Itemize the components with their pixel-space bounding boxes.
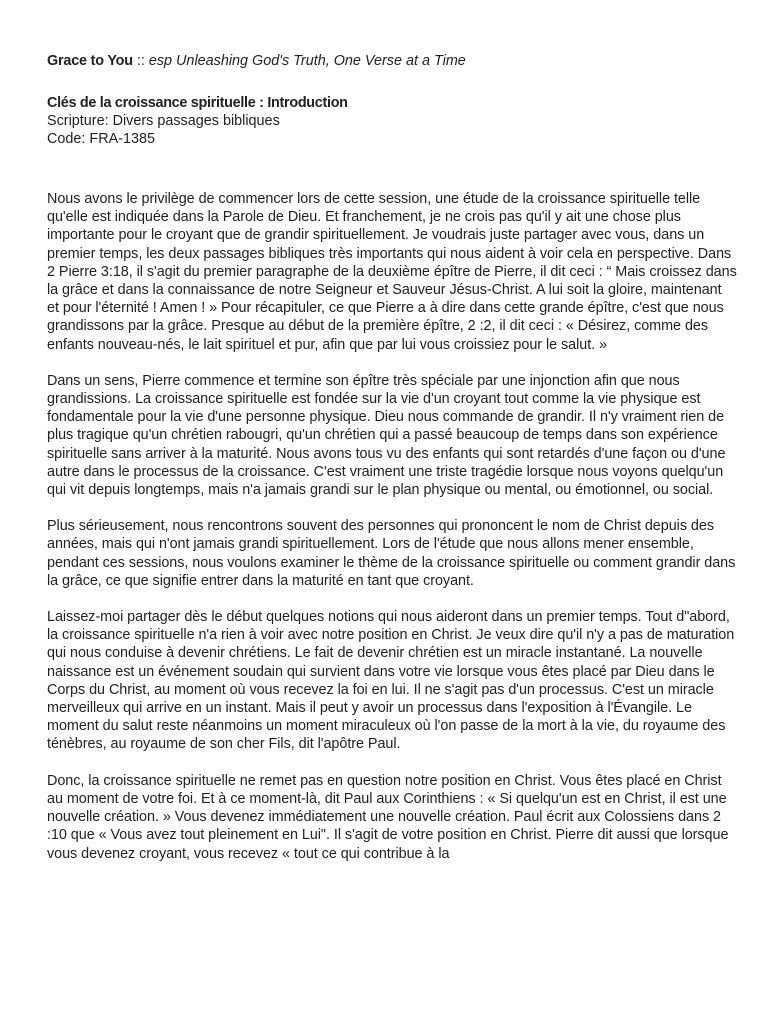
header-separator: ::: [132, 53, 149, 69]
sermon-code: Code: FRA-1385: [47, 131, 155, 147]
body-paragraph: Laissez-moi partager dès le début quelques notions qui nous aideront dans un premier temps. Tout d"abord, la croissance spirituelle n'a rien à voir avec notre position en Christ. Je veux dire qu'il n'y a pas de maturation qui nous conduise à devenir chrétiens. Le fait de devenir chrétien est un miracle instantané. La nouvelle naissance est un événement soudain qui survient dans votre vie lorsque vous êtes placé par Dieu dans le Corps du Christ, au moment où vous recevez la foi en lui. Il ne s'agit pas d'un processus. C'est un miracle merveilleux qui arrive en un instant. Mais il peut y avoir un processus dans l'exposition à l'Évangile. Le moment du salut reste néanmoins un moment miraculeux où l'on passe de la mort à la vie, du royaume des ténèbres, au royaume de son cher Fils, dit l'apôtre Paul.: [47, 609, 735, 753]
site-name: Grace to You: [47, 53, 133, 69]
sermon-meta: [47, 94, 737, 148]
document-header: [47, 52, 737, 70]
sermon-scripture: Scripture: Divers passages bibliques: [47, 113, 280, 129]
site-tagline: esp Unleashing God's Truth, One Verse at a Time: [148, 53, 466, 69]
body-paragraph: Dans un sens, Pierre commence et termine son épître très spéciale par une injonction afin que nous grandissions. La croissance spirituelle est fondée sur la vie d'un croyant tout comme la vie physique est fondamentale pour la vie d'une personne physique. Dieu nous commande de grandir. Il n'y vraiment rien de plus tragique qu'un chrétien rabougri, qu'un chrétien qui a passé beaucoup de temps dans son expérience spirituelle sans arriver à la maturité. Nous avons tous vu des enfants qui sont retardés d'une façon ou d'une autre dans le processus de la croissance. C'est vraiment une triste tragédie lorsque nous voyons quelqu'un qui vit depuis longtemps, mais n'a jamais grandi sur le plan physique ou mental, ou émotionnel, ou social.: [47, 372, 726, 499]
document-page: [47, 52, 737, 881]
body-paragraph: Plus sérieusement, nous rencontrons souvent des personnes qui prononcent le nom de Christ depuis des années, mais qui n'ont jamais grandi spirituellement. Lors de l'étude que nous allons mener ensemble, pendant ces sessions, nous voulons examiner le thème de la croissance spirituelle ou comment grandir dans la grâce, ce que signifie entrer dans la maturité en tant que croyant.: [47, 518, 736, 589]
sermon-title: Clés de la croissance spirituelle : Introduction: [47, 95, 348, 111]
body-paragraph: Nous avons le privilège de commencer lors de cette session, une étude de la croissance spirituelle telle qu'elle est indiquée dans la Parole de Dieu. Et franchement, je ne crois pas qu'il y ait une chose plus importante pour le croyant que de grandir spirituellement. Je voudrais juste partager avec vous, dans un premier temps, les deux passages bibliques très importants qui nous aident à voir cela en perspective. Dans 2 Pierre 3:18, il s'agit du premier paragraphe de la deuxième épître de Pierre, il dit ceci : “ Mais croissez dans la grâce et dans la connaissance de notre Seigneur et Sauveur Jésus-Christ. A lui soit la gloire, maintenant et pour l'éternité ! Amen ! » Pour récapituler, ce que Pierre a à dire dans cette grande épître, c'est que nous grandissons par la grâce. Presque au début de la première épître, 2 :2, il dit ceci : « Désirez, comme des enfants nouveau-nés, le lait spirituel et pur, afin que par lui vous croissiez pour le salut. »: [47, 191, 737, 353]
body-paragraph: Donc, la croissance spirituelle ne remet pas en question notre position en Christ. Vous êtes placé en Christ au moment de votre foi. Et à ce moment-là, dit Paul aux Corinthiens : « Si quelqu'un est en Christ, il est une nouvelle création. » Vous devenez immédiatement une nouvelle création. Paul écrit aux Colossiens dans 2 :10 que « Vous avez tout pleinement en Lui". Il s'agit de votre position en Christ. Pierre dit aussi que lorsque vous devenez croyant, vous recevez « tout ce qui contribue à la: [47, 772, 729, 862]
sermon-body: [47, 190, 737, 863]
